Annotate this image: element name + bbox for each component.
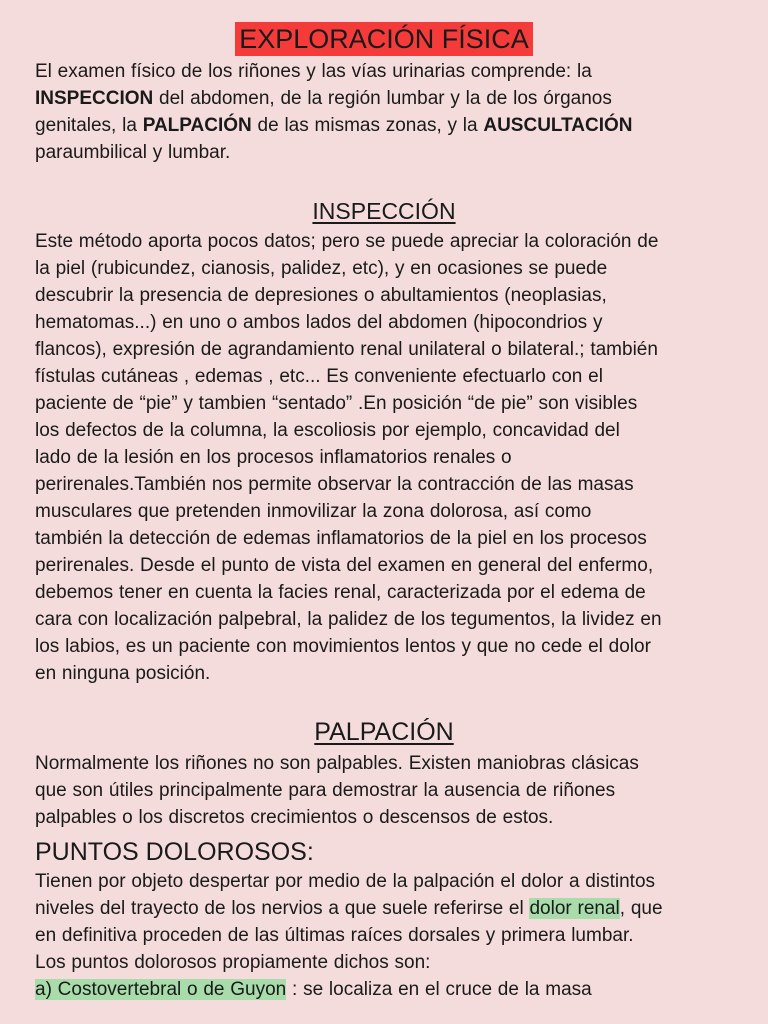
paragraph-line: palpables o los discretos crecimientos o descensos de estos. — [35, 807, 554, 828]
paragraph-line: los defectos de la columna, la escoliosis por ejemplo, concavidad del — [35, 420, 620, 441]
page-title: EXPLORACIÓN FÍSICA — [235, 22, 533, 56]
paragraph-line: lado de la lesión en los procesos inflamatorios renales o — [35, 447, 512, 468]
paragraph-line: que son útiles principalmente para demostrar la ausencia de riñones — [35, 780, 616, 801]
highlighted-term: a) Costovertebral o de Guyon — [35, 979, 287, 1000]
highlighted-term: dolor renal — [529, 898, 620, 919]
paragraph-line: hematomas...) en uno o ambos lados del abdomen (hipocondrios y — [35, 312, 603, 333]
paragraph-line — [35, 895, 735, 922]
intro-line — [35, 85, 735, 112]
paragraph-line: Los puntos dolorosos propiamente dichos son: — [35, 952, 431, 973]
paragraph-line: paciente de “pie” y tambien “sentado” .En posición “de pie” son visibles — [35, 393, 638, 414]
intro-line: paraumbilical y lumbar. — [35, 142, 231, 163]
paragraph-line: la piel (rubicundez, cianosis, palidez, etc), y en ocasiones se puede — [35, 258, 608, 279]
palpacion-paragraph — [35, 750, 735, 831]
intro-paragraph — [35, 58, 735, 166]
intro-text: de las mismas zonas, y la — [251, 115, 484, 136]
section-heading-palpacion: PALPACIÓN — [314, 718, 454, 746]
paragraph-line: descubrir la presencia de depresiones o abultamientos (neoplasias, — [35, 285, 607, 306]
inspeccion-paragraph — [35, 228, 735, 687]
paragraph-line: fístulas cutáneas , edemas , etc... Es conveniente efectuarlo con el — [35, 366, 603, 387]
paragraph-line — [35, 976, 735, 1003]
title-container — [0, 22, 768, 56]
section-heading-inspeccion: INSPECCIÓN — [312, 198, 456, 224]
paragraph-line: cara con localización palpebral, la palidez de los tegumentos, la lividez en — [35, 609, 662, 630]
intro-text: genitales, la — [35, 115, 143, 136]
paragraph-line: perirenales.También nos permite observar la contracción de las masas — [35, 474, 634, 495]
bold-term: AUSCULTACIÓN — [483, 115, 633, 136]
intro-text: del abdomen, de la región lumbar y la de los órganos — [153, 88, 612, 109]
paragraph-line: perirenales. Desde el punto de vista del examen en general del enfermo, — [35, 555, 654, 576]
paragraph-line: Tienen por objeto despertar por medio de la palpación el dolor a distintos — [35, 871, 656, 892]
intro-line: El examen físico de los riñones y las vías urinarias comprende: la — [35, 61, 592, 82]
bold-term: INSPECCION — [35, 88, 154, 109]
paragraph-line: los labios, es un paciente con movimientos lentos y que no cede el dolor — [35, 636, 651, 657]
paragraph-line: en ninguna posición. — [35, 663, 211, 684]
paragraph-text: , que — [619, 898, 663, 919]
intro-line — [35, 112, 735, 139]
section-heading-puntos-dolorosos: PUNTOS DOLOROSOS: — [35, 838, 314, 866]
paragraph-line: debemos tener en cuenta la facies renal, caracterizada por el edema de — [35, 582, 646, 603]
paragraph-line: también la detección de edemas inflamatorios de la piel en los procesos — [35, 528, 647, 549]
paragraph-line: en definitiva proceden de las últimas raíces dorsales y primera lumbar. — [35, 925, 634, 946]
paragraph-line: musculares que pretenden inmovilizar la zona dolorosa, así como — [35, 501, 592, 522]
paragraph-text: niveles del trayecto de los nervios a que suele referirse el — [35, 898, 530, 919]
paragraph-line: Este método aporta pocos datos; pero se puede apreciar la coloración de — [35, 231, 659, 252]
paragraph-text: : se localiza en el cruce de la masa — [286, 979, 592, 1000]
paragraph-line: flancos), expresión de agrandamiento renal unilateral o bilateral.; también — [35, 339, 658, 360]
bold-term: PALPACIÓN — [142, 115, 252, 136]
puntos-paragraph — [35, 868, 735, 1003]
paragraph-line: Normalmente los riñones no son palpables. Existen maniobras clásicas — [35, 753, 639, 774]
